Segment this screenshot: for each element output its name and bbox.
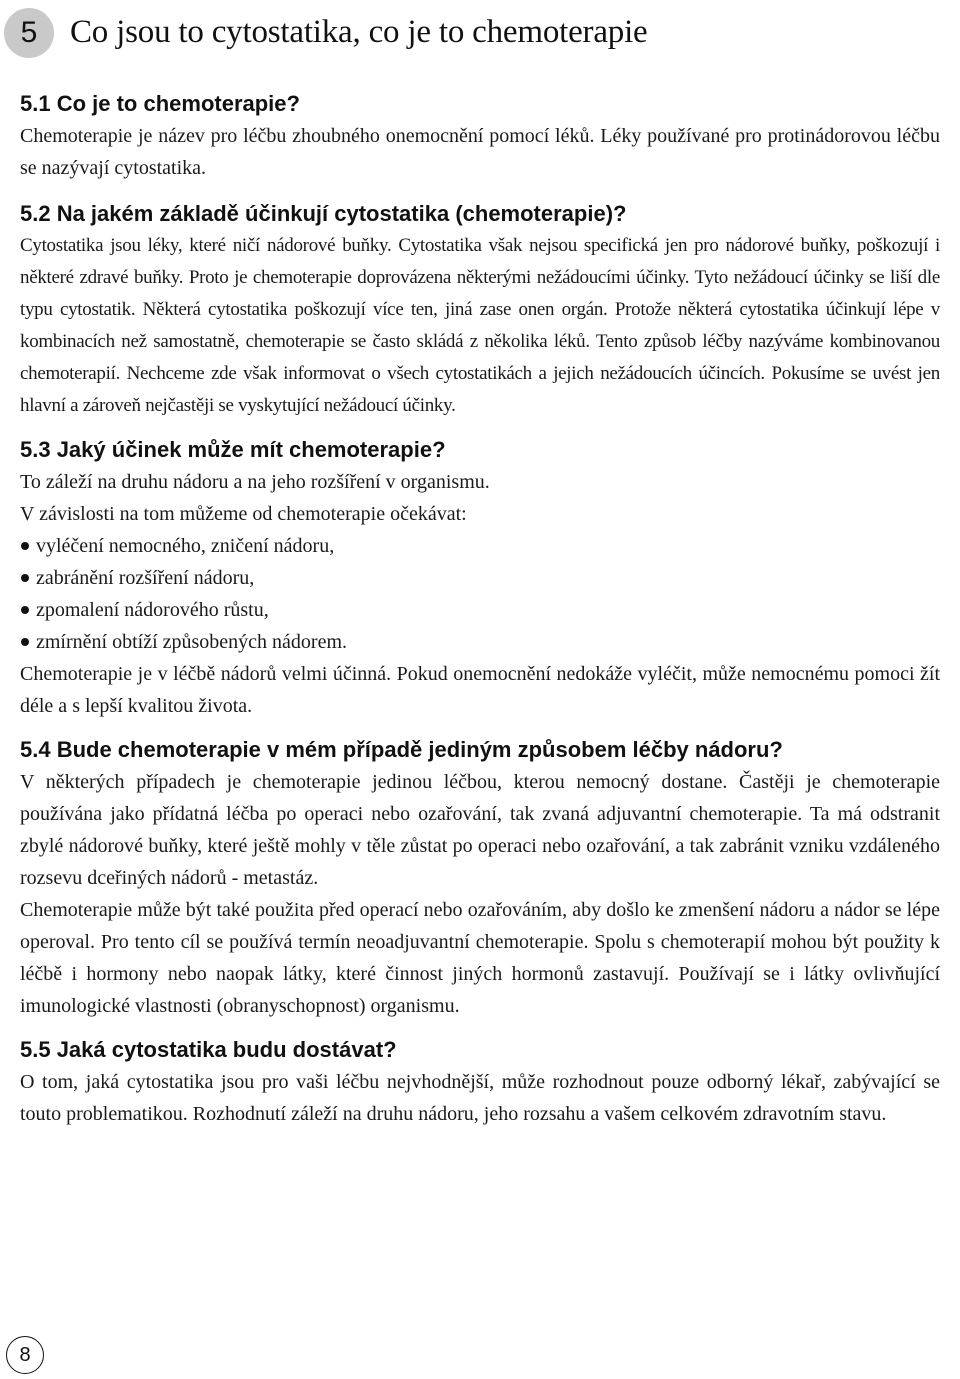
- chapter-title: Co jsou to cytostatika, co je to chemoterapie: [70, 14, 648, 50]
- section-heading: 5.5 Jaká cytostatika budu dostávat?: [20, 1037, 397, 1062]
- section-5-1: [20, 88, 940, 184]
- section-heading: 5.2 Na jakém základě účinkují cytostatika (chemoterapie)?: [20, 201, 627, 226]
- section-5-2: [20, 198, 940, 422]
- section-5-5: [20, 1034, 940, 1130]
- section-paragraph: O tom, jaká cytostatika jsou pro vaši léčbu nejvhodnější, může rozhodnout pouze odborný lékař, zabývající se touto problematikou. Rozhodnutí záleží na druhu nádoru, jeho rozsahu a vašem celkovém zdravotním stavu.: [20, 1071, 940, 1125]
- section-heading: 5.1 Co je to chemoterapie?: [20, 91, 300, 116]
- section-paragraph: To záleží na druhu nádoru a na jeho rozšíření v organismu.: [20, 471, 490, 493]
- bullet-icon: [21, 606, 29, 614]
- list-item: [20, 594, 940, 626]
- section-paragraph: V některých případech je chemoterapie jedinou léčbou, kterou nemocný dostane. Častěji je chemoterapie používána jako přídatná léčba po operaci nebo ozařování, tak zvaná adjuvantní chemoterapie. Ta má odstranit zbylé nádorové buňky, které ještě mohly v těle zůstat po operaci nebo ozařování, a tak zabránit vzniku vzdáleného rozsevu dceřiných nádorů - metastáz.: [20, 771, 940, 889]
- bullet-icon: [21, 542, 29, 550]
- list-item: [20, 562, 940, 594]
- bullet-icon: [21, 638, 29, 646]
- list-item: [20, 530, 940, 562]
- page-number: 8: [6, 1336, 44, 1374]
- section-paragraph: V závislosti na tom můžeme od chemoterapie očekávat:: [20, 503, 467, 525]
- list-item-text: zmírnění obtíží způsobených nádorem.: [36, 631, 348, 653]
- expectations-list: [20, 530, 940, 658]
- chapter-number-badge: 5: [4, 8, 54, 58]
- section-5-4: [20, 734, 940, 1022]
- section-heading: 5.4 Bude chemoterapie v mém případě jediným způsobem léčby nádoru?: [20, 737, 783, 762]
- section-paragraph: Chemoterapie může být také použita před operací nebo ozařováním, aby došlo ke zmenšení nádoru a nádor se lépe operoval. Pro tento cíl se používá termín neoadjuvantní chemoterapie. Spolu s chemoterapií mohou být použity k léčbě i hormony nebo naopak látky, které činnost jiných hormonů zastavují. Používají se i látky ovlivňující imunologické vlastnosti (obranyschopnost) organismu.: [20, 899, 940, 1017]
- list-item: [20, 626, 940, 658]
- document-body: [20, 88, 940, 1142]
- list-item-text: zpomalení nádorového růstu,: [36, 599, 269, 621]
- section-paragraph: Chemoterapie je název pro léčbu zhoubného onemocnění pomocí léků. Léky používané pro protinádorovou léčbu se nazývají cytostatika.: [20, 125, 940, 179]
- section-paragraph: Cytostatika jsou léky, které ničí nádorové buňky. Cytostatika však nejsou specifická jen pro nádorové buňky, poškozují i některé zdravé buňky. Proto je chemoterapie doprovázena některými nežádoucími účinky. Tyto nežádoucí účinky se liší dle typu cytostatik. Některá cytostatika poškozují více ten, jiná zase onen orgán. Protože některá cytostatika účinkují lépe v kombinacích než samostatně, chemoterapie se často skládá z několika léků. Tento způsob léčby nazýváme kombinovanou chemoterapií. Nechceme zde však informovat o všech cytostatikách a jejich nežádoucích účincích. Pokusíme se uvést jen hlavní a zároveň nejčastěji se vyskytující nežádoucí účinky.: [20, 235, 940, 416]
- list-item-text: vyléčení nemocného, zničení nádoru,: [36, 535, 335, 557]
- section-heading: 5.3 Jaký účinek může mít chemoterapie?: [20, 437, 446, 462]
- section-5-3: [20, 434, 940, 722]
- list-item-text: zabránění rozšíření nádoru,: [36, 567, 255, 589]
- bullet-icon: [21, 574, 29, 582]
- section-paragraph: Chemoterapie je v léčbě nádorů velmi účinná. Pokud onemocnění nedokáže vyléčit, může nemocnému pomoci žít déle a s lepší kvalitou života.: [20, 663, 940, 717]
